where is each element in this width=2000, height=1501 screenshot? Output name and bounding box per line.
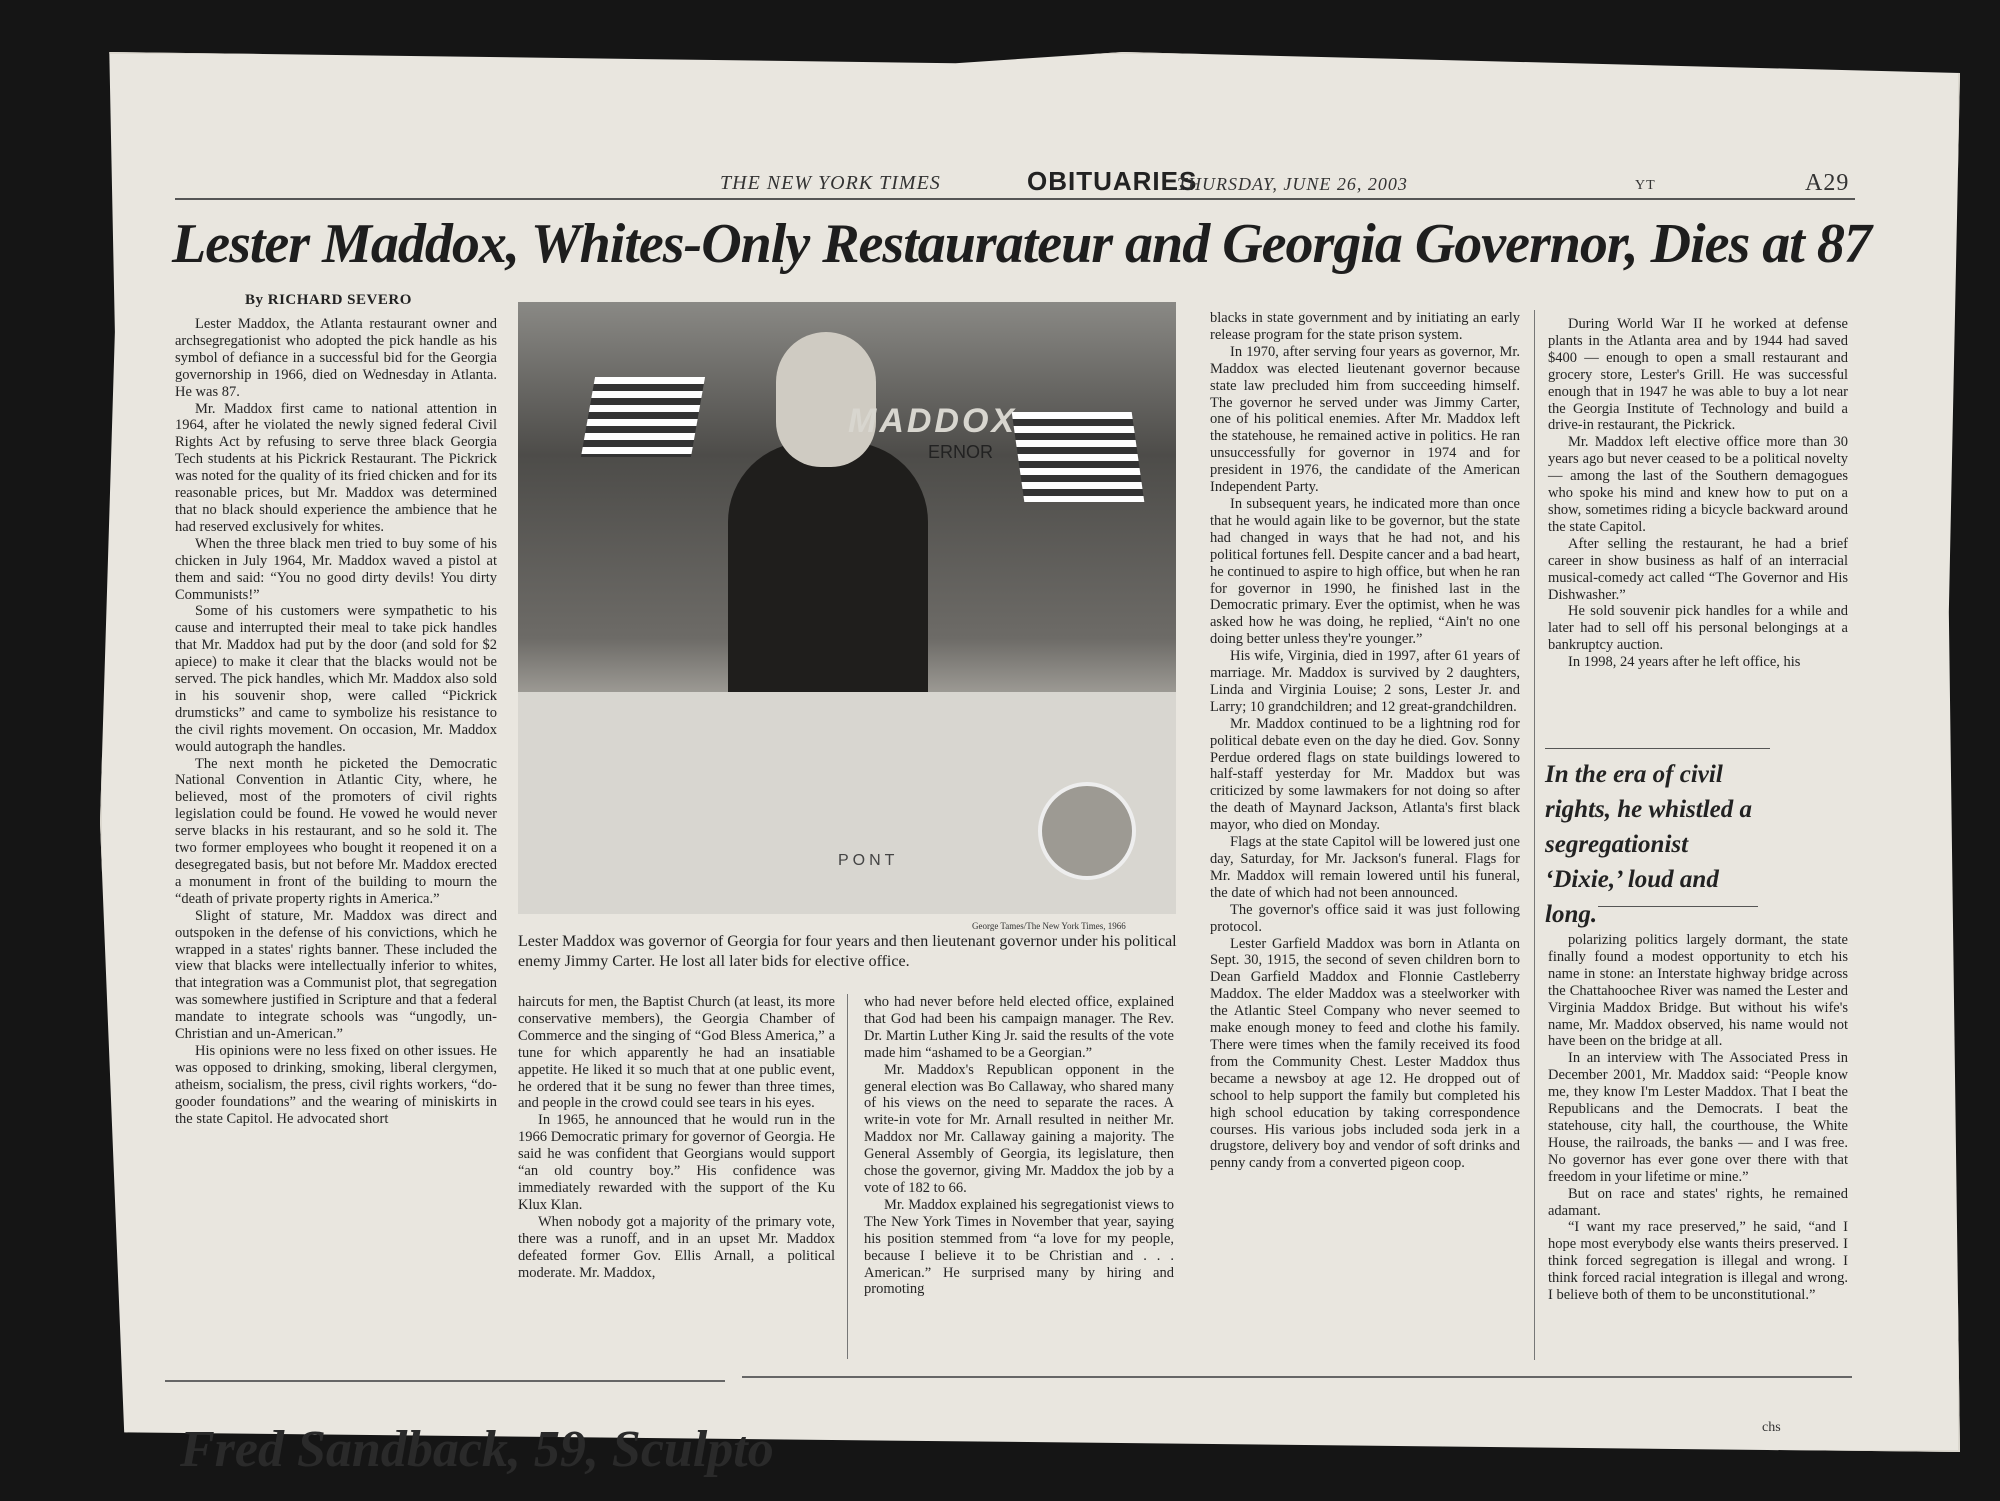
photo-subject-head [776, 332, 876, 467]
paragraph: During World War II he worked at defense plants in the Atlanta area and by 1944 had saved $400 — enough to open a small restaurant and grocery store, Lester's Grill. He was successful enough that in 1947 he was able to buy a lot near the Georgia Institute of Technology and build a drive-in restaurant, the Pickrick. [1548, 316, 1848, 434]
edition-code: YT [1635, 178, 1656, 193]
article-headline: Lester Maddox, Whites-Only Restaurateur and Georgia Governor, Dies at 87 [172, 213, 1871, 275]
car-badge: PONT [838, 852, 899, 869]
paragraph: The next month he picketed the Democratic National Convention in Atlantic City, where, he believed, most of the promoters of civil rights legislation could be found. He vowed he would never serve blacks in his restaurant, and so he sold it. The two former employees who bought it reopened it on a desegregated basis, but not before Mr. Maddox erected a monument in front of the building to mourn the “death of private property rights in America.” [175, 755, 497, 907]
paragraph: haircuts for men, the Baptist Church (at least, its more conservative members), the Georgia Chamber of Commerce and the singing of “God Bless America,” a tune for which apparently he had an insatiable appetite. He liked it so much that at one public event, he ordered that it be sung no fewer than three times, and people in the crowd could see tears in his eyes. [518, 994, 835, 1112]
issue-date: THURSDAY, JUNE 26, 2003 [1177, 174, 1408, 194]
paragraph: Mr. Maddox first came to national attention in 1964, after he violated the newly signed federal Civil Rights Act by refusing to serve three black Georgia Tech students at his Pickrick Restaurant. The Pickrick was noted for the quality of its fried chicken and for its reasonable prices, but Mr. Maddox was determined that no black should experience the ambience that he had reserved exclusively for whites. [175, 400, 497, 535]
paragraph: Some of his customers were sympathetic to his cause and interrupted their meal to take pick handles that Mr. Maddox had put by the door (and sold for $2 apiece) to make it clear that the blacks would not be served. The pick handles, which Mr. Maddox also sold in his souvenir shop, were called “Pickrick drumsticks” and came to symbolize his resistance to the civil rights movement. On occasion, Mr. Maddox would autograph the handles. [175, 603, 497, 755]
next-article-headline: Fred Sandback, 59, Sculpto [180, 1421, 774, 1478]
byline: By RICHARD SEVERO [245, 292, 412, 308]
page-number: A29 [1805, 170, 1850, 196]
flag-left [581, 377, 705, 457]
bottom-rule-right [742, 1376, 1852, 1378]
paragraph: But on race and states' rights, he remained adamant. [1548, 1185, 1848, 1219]
paragraph: Mr. Maddox's Republican opponent in the general election was Bo Callaway, who shared many of his views on the need to separate the races. A write-in vote for Mr. Arnall resulted in neither Mr. Maddox nor Mr. Callaway gaining a majority. The General Assembly of Georgia, its legislature, then chose the governor, giving Mr. Maddox the job by a vote of 182 to 66. [864, 1061, 1174, 1196]
paragraph: “I want my race preserved,” he said, “and I hope most everybody else wants theirs preserved. I think forced segregation is illegal and wrong. I think forced racial integration is illegal and wrong. I believe both of them to be unconstitutional.” [1548, 1219, 1848, 1304]
pull-quote-rule [1598, 906, 1758, 907]
paragraph: In 1998, 24 years after he left office, his [1568, 654, 1801, 671]
paragraph: polarizing politics largely dormant, the state finally found a modest opportunity to etch his name in stone: an Interstate highway bridge across the Chattahoochee River was named the Lester and Virginia Maddox Bridge. But without his wife's name, Mr. Maddox observed, his name would not have been on the bridge at all. [1548, 932, 1848, 1050]
paragraph: Mr. Maddox continued to be a lightning rod for political debate even on the day he died. Gov. Sonny Perdue ordered flags on state buildings lowered to half-staff yesterday for Mr. Maddox but was criticized by some lawmakers for not doing so after the death of Maynard Jackson, Atlanta's first black mayor, who died on Monday. [1210, 715, 1520, 834]
paragraph: blacks in state government and by initiating an early release program for the state prison system. [1210, 310, 1520, 343]
paragraph: Flags at the state Capitol will be lowered just one day, Saturday, for Mr. Jackson's funeral. Flags for Mr. Maddox will remain lowered until his funeral, the date of which had not been announced. [1210, 834, 1520, 901]
paragraph: Mr. Maddox left elective office more than 30 years ago but never ceased to be a political novelty — among the last of the Southern demagogues who spoke his mind and knew how to put on a show, sometimes riding a bicycle backward around the state Capitol. [1548, 434, 1848, 535]
car-headlight [1038, 782, 1136, 880]
paragraph: who had never before held elected office, explained that God had been his campaign manager. The Rev. Dr. Martin Luther King Jr. said the results of the vote made him “ashamed to be a Georgian.” [864, 994, 1174, 1061]
paragraph: Slight of stature, Mr. Maddox was direct and outspoken in the defense of his convictions, which he wrapped in a states' rights banner. These included the view that blacks were intellectually inferior to whites, that integration was a Communist plot, that segregation was somewhere justified in Scripture and that a federal mandate to integrate schools was “ungodly, un-Christian and un-American.” [175, 907, 497, 1043]
section-name: OBITUARIES [1027, 166, 1198, 196]
photo-caption: Lester Maddox was governor of Georgia for four years and then lieutenant governor under his political enemy Jimmy Carter. He lost all later bids for elective office. [518, 933, 1177, 970]
paragraph: In 1965, he announced that he would run in the 1966 Democratic primary for governor of Georgia. He said he was confident that Georgians would support “an old country boy.” His confidence was immediately rewarded with the support of the Ku Klux Klan. [518, 1112, 835, 1213]
paragraph: The governor's office said it was just following protocol. [1210, 901, 1520, 935]
page-header [175, 168, 1855, 200]
paragraph: When nobody got a majority of the primary vote, there was a runoff, and in an upset Mr. Maddox defeated former Gov. Ellis Arnall, a political moderate. Mr. Maddox, [518, 1213, 835, 1281]
paragraph: When the three black men tried to buy some of his chicken in July 1964, Mr. Maddox waved a pistol at them and said: “You no good dirty devils! You dirty Communists!” [175, 535, 497, 603]
pull-quote: In the era of civil rights, he whistled a segregationist ‘Dixie,’ loud and long. [1545, 748, 1770, 932]
article-column-5-top [1548, 316, 1848, 671]
article-column-5-bottom [1548, 932, 1848, 1304]
article-column-2 [518, 994, 835, 1281]
article-column-1 [175, 316, 497, 1128]
paragraph: Lester Garfield Maddox was born in Atlanta on Sept. 30, 1915, the second of seven children born to Dean Garfield Maddox and Flonnie Castleberry Maddox. The elder Maddox was a steelworker with the Atlantic Steel Company who never seemed to make enough money to feed and clothe his family. There were times when the family received its food from the Community Chest. Lester Maddox thus became a newsboy at age 12. He dropped out of school to help support the family but completed his high school education by taking correspondence courses. His various jobs included soda jerk in a drugstore, delivery boy and vendor of soft drinks and penny candy from a converted pigeon coop. [1210, 935, 1520, 1172]
column-rule [847, 994, 848, 1359]
column-rule [1534, 310, 1535, 1360]
photo-credit: George Tames/The New York Times, 1966 [972, 921, 1126, 931]
paragraph: His wife, Virginia, died in 1997, after 61 years of marriage. Mr. Maddox is survived by 2 daughters, Linda and Virginia Louise; 2 sons, Lester Jr. and Larry; 10 grandchildren; and 12 great-grandchildren. [1210, 648, 1520, 715]
paragraph: In 1970, after serving four years as governor, Mr. Maddox was elected lieutenant governor because state law precluded him from succeeding himself. The governor he served under was Jimmy Carter, one of his political enemies. After Mr. Maddox left the statehouse, he remained active in politics. He ran unsuccessfully for governor in 1974 and for president in 1976, the candidate of the American Independent Party. [1210, 343, 1520, 496]
paragraph: His opinions were no less fixed on other issues. He was opposed to drinking, smoking, liberal clergymen, atheism, socialism, the press, civil rights workers, “do-gooder foundations” and the wearing of miniskirts in the state Capitol. He advocated short [175, 1042, 497, 1127]
paragraph: Lester Maddox, the Atlanta restaurant owner and archsegregationist who adopted the pick handle as his symbol of defiance in a successful bid for the Georgia governorship in 1966, died on Wednesday in Atlanta. He was 87. [175, 316, 497, 400]
campaign-sign: MADDOX [848, 402, 1018, 440]
paper-name: THE NEW YORK TIMES [720, 172, 941, 194]
paragraph: In subsequent years, he indicated more than once that he would again like to be governor, but the state had changed in ways that he had not, and his political fortunes fell. Despite cancer and a bad heart, he continued to aspire to high office, but when he ran for governor in 1990, he finished last in the Democratic primary. Ever the optimist, when he was asked how he was doing, he replied, “Ain't no one doing better unless they're younger.” [1210, 495, 1521, 648]
campaign-sign-2: ERNOR [928, 442, 994, 462]
article-photo [518, 302, 1176, 914]
flag-right [1012, 412, 1145, 502]
paragraph: Mr. Maddox explained his segregationist views to The New York Times in November that year, saying his position stemmed from “a love for my people, because I believe it to be Christian and . . . American.” He surprised many by hiring and promoting [864, 1196, 1174, 1298]
article-column-4 [1210, 310, 1520, 1172]
paragraph: After selling the restaurant, he had a brief career in show business as half of an interracial musical-comedy act called “The Governor and His Dishwasher.” [1548, 535, 1848, 603]
corner-fragment: chs [1762, 1420, 1781, 1435]
article-column-3 [864, 994, 1174, 1298]
paragraph: He sold souvenir pick handles for a while and later had to sell off his personal belongings at a bankruptcy auction. [1548, 603, 1848, 654]
bottom-rule-left [165, 1380, 725, 1382]
paragraph: In an interview with The Associated Press in December 2001, Mr. Maddox said: “People know me, they know I'm Lester Maddox. That I beat the Republicans and the Democrats. I beat the statehouse, city hall, the courthouse, the White House, the railroads, the banks — and I was free. No governor has ever gone over there with that freedom in your lifetime or mine.” [1548, 1050, 1848, 1185]
